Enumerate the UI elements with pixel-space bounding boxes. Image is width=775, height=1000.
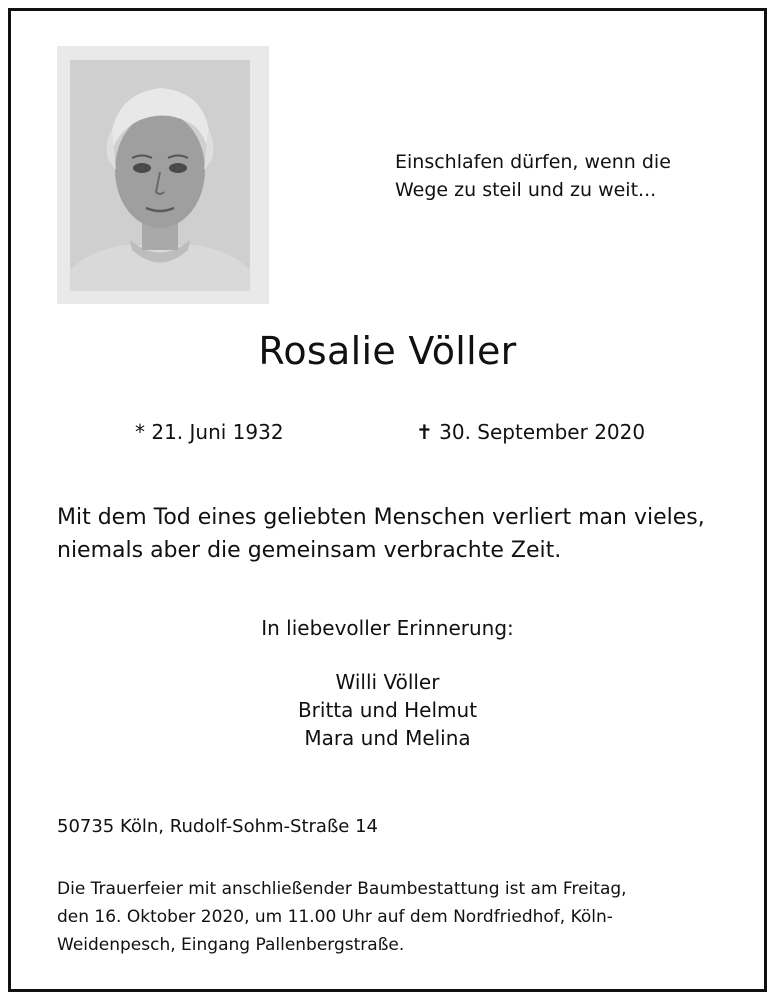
quote-line: niemals aber die gemeinsam verbrachte Zeit.: [57, 538, 562, 563]
portrait-frame: [57, 46, 269, 304]
address: 50735 Köln, Rudolf-Sohm-Straße 14: [57, 816, 378, 837]
family-list: [11, 668, 764, 752]
birth-date: * 21. Juni 1932: [135, 420, 284, 444]
motto-line: Einschlafen dürfen, wenn die: [395, 151, 671, 173]
cross-icon: ✝: [416, 420, 433, 444]
death-date: [416, 420, 645, 444]
portrait-photo: [70, 60, 250, 291]
family-member: Willi Völler: [335, 670, 440, 694]
funeral-line: den 16. Oktober 2020, um 11.00 Uhr auf dem Nordfriedhof, Köln-: [57, 907, 613, 927]
funeral-line: Weidenpesch, Eingang Pallenbergstraße.: [57, 935, 405, 955]
motto-line: Wege zu steil und zu weit...: [395, 179, 657, 201]
deceased-name: Rosalie Völler: [258, 329, 517, 373]
quote-line: Mit dem Tod eines geliebten Menschen verliert man vieles,: [57, 505, 705, 530]
death-date-value: 30. September 2020: [439, 420, 646, 444]
funeral-line: Die Trauerfeier mit anschließender Baumbestattung ist am Freitag,: [57, 879, 627, 899]
condolence-quote: [57, 501, 747, 567]
obituary-card: [8, 8, 767, 992]
motto: [395, 148, 671, 204]
portrait-illustration: [70, 60, 250, 291]
family-member: Mara und Melina: [304, 726, 471, 750]
family-member: Britta und Helmut: [297, 698, 478, 722]
memory-heading: In liebevoller Erinnerung:: [261, 616, 514, 640]
funeral-details: [57, 875, 757, 959]
